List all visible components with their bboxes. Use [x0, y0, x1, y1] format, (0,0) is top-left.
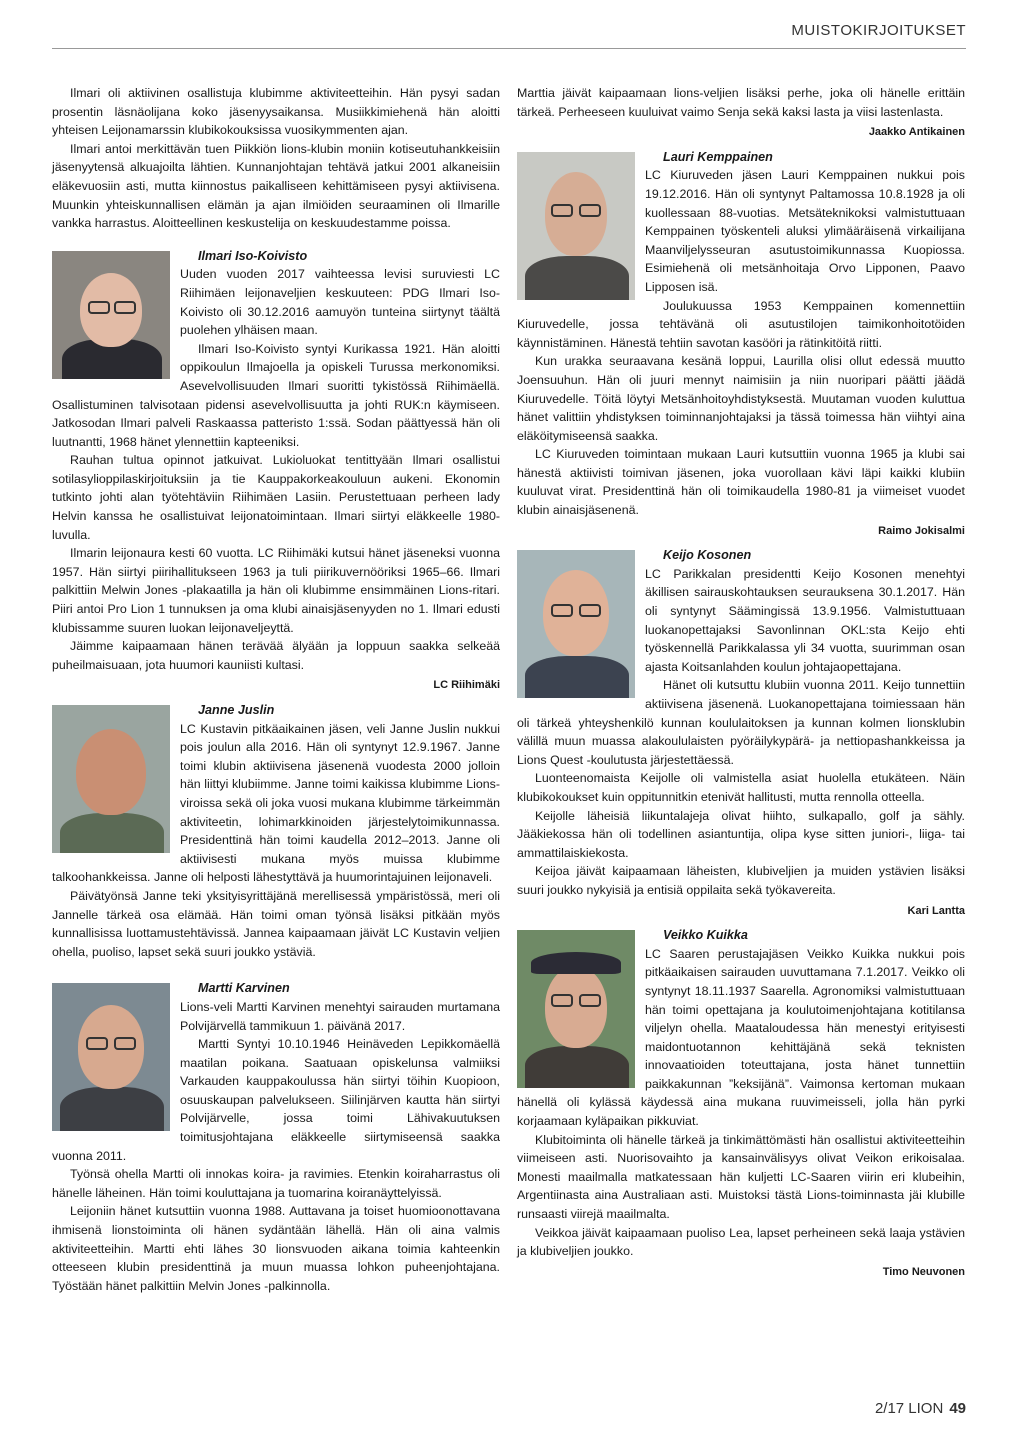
obituary-paragraph: Keijoa jäivät kaipaamaan läheisten, klubiveljien ja muiden ystävien lisäksi suuri joukko nykyisiä ja entisiä oppilaita sekä työkavereita. [517, 864, 965, 897]
obituary-paragraph: Hänet oli kutsuttu klubiin vuonna 2011. Keijo tunnettiin aktiivisena jäsenenä. Luokanopettajana toimiessaan hän oli tärkeä yhteyshenkilö kunnan koululaitoksen ja kunnan kolmen lionsklubin välillä muun muassa alakoululaisten pyöräilykypärä- ja nettiopashankkeissa ja Lions Quest -koulutusta järjestettäessä. [517, 678, 965, 767]
obituary-paragraph: Veikkoa jäivät kaipaamaan puoliso Lea, lapset perheineen sekä laaja ystävien ja klubiveljien joukko. [517, 1225, 965, 1259]
obituary-paragraph: LC Saaren perustajajäsen Veikko Kuikka nukkui pois pitkäaikaisen sairauden uuvuttamana 7.1.2017. Veikko oli syntynyt 18.11.1937 Saarella. Agronomiksi valmistuttuaan hän toimi opettajana ja koulutoimenjohtajana kotitilansa viljelyn ohella. Maataloudessa hän menestyi erityisesti maidontuotannon kehittäjänä sekä teknisten innovaatioiden toteuttajana, josta hänet tunnettiin paikkakunnan ”keksijänä”. Vaimonsa kertoman mukaan hänellä oli kylässä käydessä aina mukana ruuvimeisseli, jolla hän pyrki korjaamaan kyläpaikan pikkuviat. [517, 946, 965, 1129]
obituary-paragraph: Kun urakka seuraavana kesänä loppui, Laurilla olisi ollut edessä muutto Joensuuhun. Hän oli juuri mennyt naimisiin ja niin nuoripari päätti jäädä Kiuruvedelle. Töitä löytyi Metsänhoitoyhdistyksestä. Muutaman vuoden kuluttua hänet valittiin yhdistyksen toiminnanjohtajaksi ja tässä toimessa hän viihtyi aina eläköitymiseensä saakka. [517, 354, 965, 443]
obituary-paragraph: Leijoniin hänet kutsuttiin vuonna 1988. Auttavana ja toiset huomioonottavana ihmisenä lionstoiminta oli hänen sydäntään lähellä. Hän oli aina valmis aktiviteetteihin. Martti ehti lähes 30 lionsvuoden aikana toimia kahteenkin otteeseen klubin presidenttinä ja muun muassa lohkon puheenjohtajana. Työstään hänet palkittiin Melvin Jones -palkinnolla. [52, 1204, 500, 1293]
obituary-signature: LC Riihimäki [433, 679, 500, 692]
portrait-janne [52, 705, 170, 853]
obituary-name: Martti Karvinen [198, 981, 290, 996]
obituary-name: Keijo Kosonen [663, 548, 752, 563]
obituary-paragraph: Marttia jäivät kaipaamaan lions-veljien lisäksi perhe, joka oli hänelle erittäin tärkeä. Perheeseen kuuluivat vaimo Senja sekä kaksi lasta ja viisi lastenlasta. [517, 86, 965, 119]
obituary-paragraph: LC Kiuruveden toimintaan mukaan Lauri kutsuttiin vuonna 1965 ja klubi sai hänestä aktiivisti toimivan jäsenen, joka vuorollaan kävi läpi kaikki klubiin kuuluvat virat. Presidenttinä hän oli toimikaudella 1980-81 ja viimeiset vuodet klubin ainaisjäsenenä. [517, 447, 965, 518]
portrait-veikko [517, 930, 635, 1088]
obituary-paragraph: Ilmari Iso-Koivisto syntyi Kurikassa 1921. Hän aloitti oppikoulun Ilmajoella ja opiskeli Turussa merkonomiksi. Asevelvollisuuden Ilmari suoritti tykistössä Riihimäellä. Osallistuminen talvisotaan pidensi asevelvollisuutta ja johti RUK:n käymiseen. Jatkosodan Ilmari palveli Raskaassa patteristo 1:ssä. Sodan päättyessä hän oli luutnantti, 1968 hänet ylennettiin kapteeniksi. [52, 341, 500, 449]
obituary-name: Lauri Kemppainen [663, 149, 773, 164]
obituary-name: Janne Juslin [198, 703, 275, 717]
page-header [52, 0, 966, 49]
left-column [52, 84, 500, 1295]
obituary-name: Veikko Kuikka [663, 928, 748, 943]
obituary-paragraph: Ilmarin leijonaura kesti 60 vuotta. LC Riihimäki kutsui hänet jäseneksi vuonna 1957. Hän siirtyi piirihallitukseen 1963 ja tuli piirikuvernööriksi 1965–66. Ilmari palkittiin Melwin Jones -plakaatilla ja hän oli klubimme ensimmäinen Lions-ritari. Piiri antoi Pro Lion 1 tunnuksen ja oma klubi ainaisjäsenyyden no 1. Ilmari edusti klubissamme suuren luokan leijonaveljeyttä. [52, 546, 500, 635]
obituary-paragraph: Työnsä ohella Martti oli innokas koira- ja ravimies. Etenkin koiraharrastus oli hänelle läheinen. Hän toimi kouluttajana ja tuomarina koiranäyttelyissä. [52, 1167, 500, 1200]
obituary-paragraph: Joulukuussa 1953 Kemppainen komennettiin Kiuruvedelle, jossa tehtävänä oli asutustilojen taimikonhoitotöiden käynnistäminen. Hänestä tehtiin savotan kasööri ja rätinkitöitä riitti. [517, 298, 965, 350]
obituary-name: Ilmari Iso-Koivisto [198, 248, 308, 263]
section-title: MUISTOKIRJOITUKSET [791, 22, 966, 39]
obituary-paragraph: LC Kiuruveden jäsen Lauri Kemppainen nukkui pois 19.12.2016. Hän oli syntynyt Paltamossa 10.8.1928 ja oli kuollessaan 88-vuotias. Metsäteknikoksi valmistuttuaan Kemppainen työskenteli aluksi ylimääräisenä virkailijana Maanviljelysseuran asutustoimikunnassa Kuopiossa. Esimiehenä oli metsänhoitaja Orvo Lipponen, Paavo Lipposen isä. [645, 168, 965, 294]
obituary-signature: Timo Neuvonen [882, 1265, 965, 1278]
portrait-keijo [517, 550, 635, 698]
intro-paragraph: Ilmari antoi merkittävän tuen Piikkiön lions-klubin moniin kotiseutuhankkeisiin jäsenyytensä alkuajoilta lähtien. Kunnanjohtajan tehtävä jatkui 2001 alkaneisiin eläkevuosiin asti, mutta kiinnostus paikalliseen kehittämiseen pysyi aktiivisena. Muunkin yhteiskunnallisen elämän ja ajan ilmiöiden seuraaminen oli Ilmarille vankka harrastus. Aloitteellinen keskustelija on keskuudestamme poissa. [52, 141, 500, 231]
obituary-janne [52, 701, 500, 961]
right-column [517, 84, 965, 1287]
obituary-paragraph: Martti Syntyi 10.10.1946 Heinäveden Lepikkomäellä maatilan poikana. Saatuaan opiskelunsa valmiiksi Varkauden kauppakoulussa hän siirtyi töihin Kuopioon, osuuskaupan palvelukseen. Siilinjärven kautta hän siirtyi Polvijärvelle, jossa toimi Lähivakuutuksen toimitusjohtajana eläkkeelle siirtymiseensä saakka vuonna 2011. [52, 1037, 500, 1163]
obituary-signature: Jaakko Antikainen [868, 126, 965, 139]
intro-paragraph: Ilmari oli aktiivinen osallistuja klubimme aktiviteetteihin. Hän pysyi sadan prosentin läsnäolijana koko jäsenyysaikansa. Musiikkimiehenä hän aloitti yhteisen Leijonamarssin klubikokouksissa vuosikymmenten ajan. [52, 86, 500, 138]
obituary-ilmari [52, 247, 500, 695]
obituary-signature: Kari Lantta [907, 904, 965, 917]
obituary-paragraph: LC Kustavin pitkäaikainen jäsen, veli Janne Juslin nukkui pois joulun alla 2016. Hän oli syntynyt 12.9.1967. Janne toimi klubin aktiivisena jäsenenä vuodesta 2000 jolloin hän liittyi klubiimme. Janne toimi kaikissa klubimme Lions-viroissa sekä oli joka vuosi mukana klubimme tärkeimmän aktiviteetin, lohimarkkinoiden järjestelytoimikunnassa. Presidenttinä hän toimi kaudella 2012–2013. Janne oli aktiivisesti mukana myös muissa klubimme talkoohankkeissa. Janne oli helposti lähestyttävä ja huumorintajuinen leijonaveli. [52, 721, 500, 885]
issue-label: 2/17 LION [874, 1400, 944, 1417]
page-number: 49 [949, 1400, 966, 1417]
obituary-martti [52, 979, 500, 1295]
page-footer [875, 1400, 966, 1417]
obituary-paragraph: Klubitoiminta oli hänelle tärkeä ja tinkimättömästi hän osallistui aktiviteetteihin viimeiseen asti. Nuorisovaihto ja kansainvälisyys olivat Veikon erikoisalaa. Monesti maailmalla matkatessaan hän kuljetti LC-Saaren viirin eri klubeihin, Argentiinasta aina Australiaan asti. Muistoksi tästä Lions-toiminnasta jäi klubille runsaasti viirejä maailmalta. [517, 1132, 965, 1222]
obituary-paragraph: LC Parikkalan presidentti Keijo Kosonen menehtyi äkillisen sairauskohtauksen seurauksena 30.1.2017. Hän oli syntynyt Säämingissä 13.9.1956. Valmistuttuaan luokanopettajaksi Savonlinnan OKL:sta Keijo ehti työskennellä Parikkalassa yli 34 vuotta, suurimman osan ajasta Koitsanlahden koulun johtajaopettajana. [645, 566, 965, 674]
obituary-paragraph: Lions-veli Martti Karvinen menehtyi sairauden murtamana Polvijärvellä tammikuun 1. päivänä 2017. [180, 999, 500, 1033]
portrait-ilmari [52, 251, 170, 379]
portrait-lauri [517, 152, 635, 300]
obituary-paragraph: Keijolle läheisiä liikuntalajeja olivat hiihto, sulkapallo, golf ja sähly. Jääkiekossa hän oli todellinen asiantuntija, olipa kyse sitten juniori-, liiga- tai ammattilaiskiekosta. [517, 808, 965, 860]
portrait-martti [52, 983, 170, 1131]
obituary-veikko [517, 926, 965, 1281]
obituary-paragraph: Päivätyönsä Janne teki yksityisyrittäjänä merellisessä ympäristössä, meri oli Jannelle tärkeä osa elämää. Hän toimi oman työnsä lisäksi pitkään myös kunnallisissa luottamustehtävissä. Jannea kaipaamaan jäivät LC Kustavin veljien ohella, puoliso, lapset sekä suuri joukko ystäviä. [52, 888, 500, 959]
obituary-paragraph: Uuden vuoden 2017 vaihteessa levisi suruviesti LC Riihimäen leijonaveljien keskuuteen: PDG Ilmari Iso-Koivisto oli 30.12.2016 aamuyön tunteina siirtynyt täältä puolehen ylhäisen maan. [180, 267, 500, 338]
obituary-paragraph: Luonteenomaista Keijolle oli valmistella asiat huolella etukäteen. Näin klubikokoukset kuin oppitunnitkin etenivät hallitusti, mutta rennolla otteella. [517, 771, 965, 804]
obituary-signature: Raimo Jokisalmi [878, 524, 965, 537]
obituary-paragraph: Rauhan tultua opinnot jatkuivat. Lukioluokat tentittyään Ilmari osallistui sotilasylioppilaskirjoituksiin ja tie Kauppakorkeakouluun aukeni. Ekonomin tutkinto johti alan työtehtäviin Riihimäen Lasiin. Perustettuaan perheen lady Helvin kanssa he osallistuivat leijonatoimintaan. Ilmari siirtyi eläkkeelle 1980-luvulla. [52, 453, 500, 542]
obituary-keijo [517, 546, 965, 920]
obituary-paragraph: Jäimme kaipaamaan hänen terävää älyään ja loppuun saakka selkeää puheilmaisuaan, jota huumori kauniisti kultasi. [52, 639, 500, 672]
obituary-lauri [517, 148, 965, 540]
